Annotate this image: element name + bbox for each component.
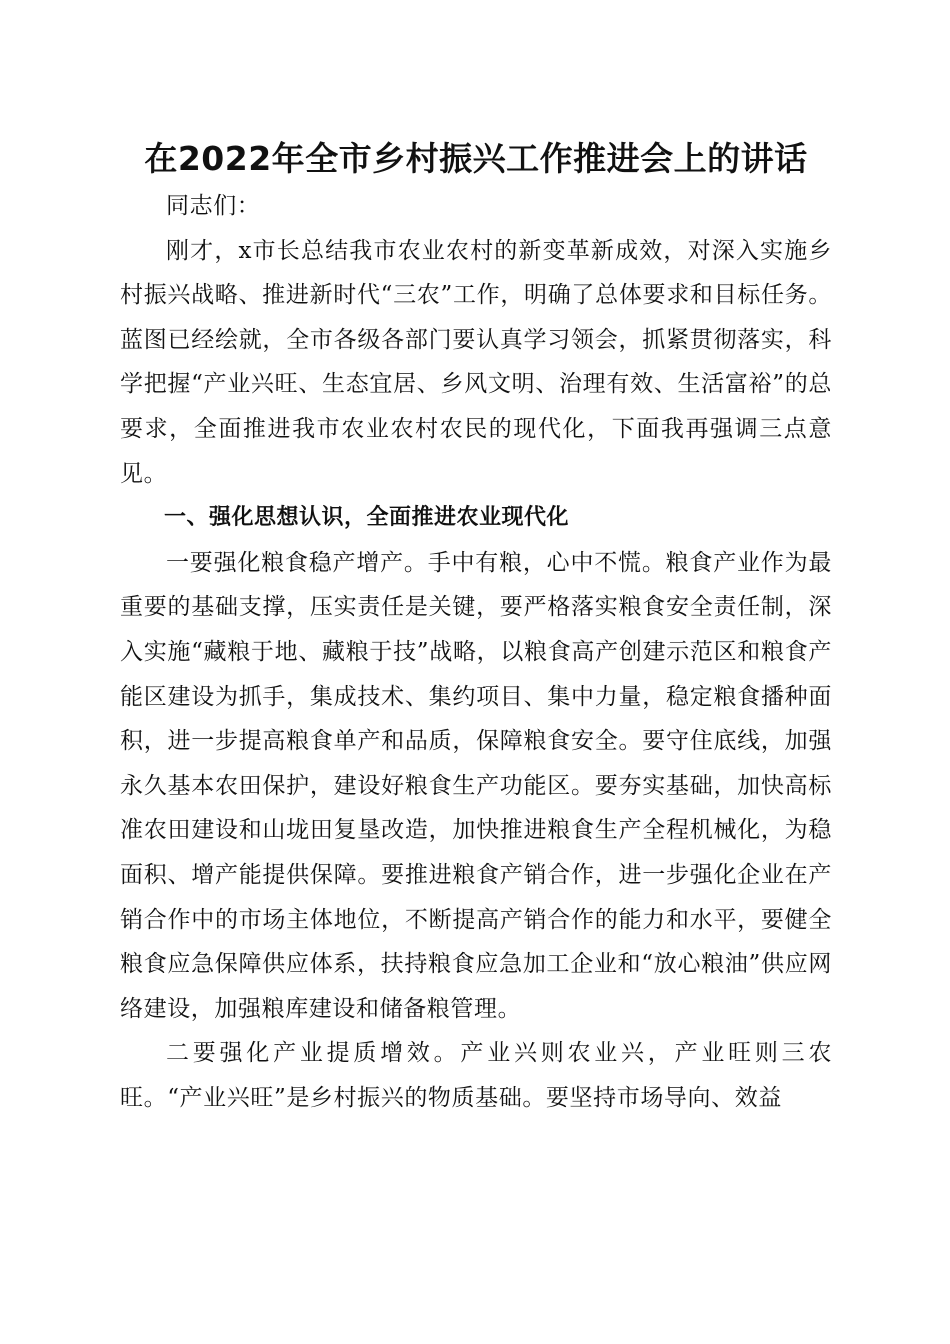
section1-paragraph-1: 一要强化粮食稳产增产。手中有粮，心中不慌。粮食产业作为最重要的基础支撑，压实责任是关键，要严格落实粮食安全责任制，深入实施“藏粮于地、藏粮于技”战略，以粮食高产创建示范区和粮食产能区建设为抓手，集成技术、集约项目、集中力量，稳定粮食播种面积，进一步提高粮食单产和品质，保障粮食安全。要守住底线，加强永久基本农田保护，建设好粮食生产功能区。要夯实基础，加快高标准农田建设和山垅田复垦改造，加快推进粮食生产全程机械化，为稳面积、增产能提供保障。要推进粮食产销合作，进一步强化企业在产销合作中的市场主体地位，不断提高产销合作的能力和水平，要健全粮食应急保障供应体系，扶持粮食应急加工企业和“放心粮油”供应网络建设，加强粮库建设和储备粮管理。 <box>120 549 832 1022</box>
document-title: 在2022年全市乡村振兴工作推进会上的讲话 <box>144 139 808 178</box>
document-body <box>120 134 832 1120</box>
salutation: 同志们： <box>166 193 261 219</box>
section-heading-1: 一、强化思想认识，全面推进农业现代化 <box>164 505 570 531</box>
section1-paragraph-2: 二要强化产业提质增效。产业兴则农业兴，产业旺则三农旺。“产业兴旺”是乡村振兴的物质基础。要坚持市场导向、效益 <box>120 1040 832 1111</box>
intro-paragraph: 刚才，x市长总结我市农业农村的新变革新成效，对深入实施乡村振兴战略、推进新时代“三农”工作，明确了总体要求和目标任务。蓝图已经绘就，全市各级各部门要认真学习领会，抓紧贯彻落实，科学把握“产业兴旺、生态宜居、乡风文明、治理有效、生活富裕”的总要求，全面推进我市农业农村农民的现代化，下面我再强调三点意见。 <box>120 237 832 487</box>
